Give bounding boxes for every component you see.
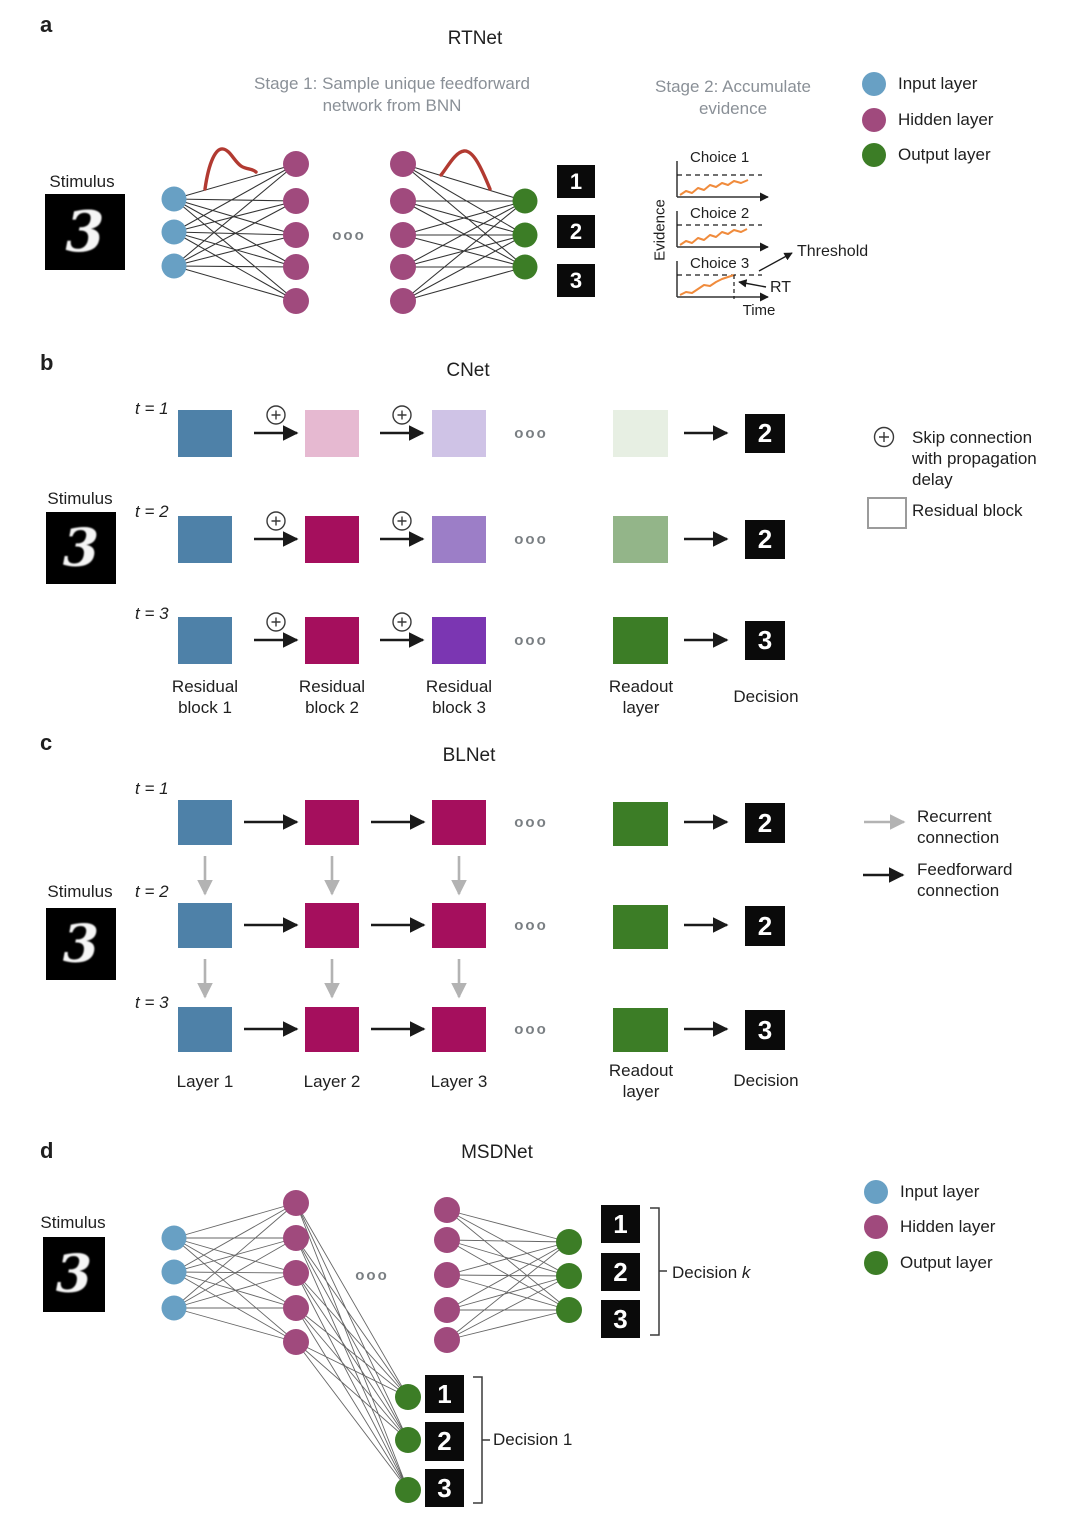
stimulus-label-a: Stimulus <box>49 172 115 191</box>
readout-layer-t3 <box>613 617 668 664</box>
residual-block-2-t3 <box>305 617 359 664</box>
evidence-axis-label: Evidence <box>651 199 669 261</box>
time-axis-label: Time <box>742 302 776 319</box>
readout-layer-t1 <box>613 410 668 457</box>
residual-block-legend-label: Residual block <box>912 501 1023 520</box>
ellipsis-a: ooo <box>332 227 366 244</box>
ellipsis-c2: ooo <box>514 917 548 934</box>
decision-k-bracket <box>650 1208 667 1335</box>
residual-block-1-t3 <box>178 617 232 664</box>
readout-layer-c-t1 <box>613 802 668 846</box>
choice-2-label: Choice 2 <box>690 205 750 222</box>
legend-a-input: Input layer <box>898 74 978 93</box>
layer-1-t3 <box>178 1007 232 1052</box>
stimulus-image-d <box>43 1237 105 1312</box>
threshold-label: Threshold <box>797 243 869 260</box>
stimulus-label-b: Stimulus <box>47 489 113 508</box>
recurrent-legend-line2: connection <box>917 828 1000 847</box>
panel-d-title: MSDNet <box>461 1142 533 1163</box>
layer-2-caption: Layer 2 <box>303 1072 361 1091</box>
skip-connection-legend-line2: with propagation <box>912 449 1037 468</box>
recurrent-legend-line1: Recurrent <box>917 807 992 826</box>
residual-block-1-caption-line1: Residual <box>171 677 239 696</box>
rtnet-hidden-nodes-1 <box>283 151 309 314</box>
msdnet-hidden-nodes-1 <box>283 1190 309 1355</box>
rtnet-hidden-nodes-2 <box>390 151 416 314</box>
hidden-layer-icon <box>862 108 886 132</box>
msdnet-output-nodes-early <box>395 1384 421 1503</box>
stimulus-image-b <box>46 512 116 584</box>
msdnet-output-nodes-final <box>556 1229 582 1323</box>
residual-block-1-caption-line2: block 1 <box>178 698 232 717</box>
choice-1-label: Choice 1 <box>690 149 750 166</box>
decision-box-a1: 1 <box>557 165 595 198</box>
decision-box-d11: 1 <box>425 1375 464 1413</box>
decision-1-caption: Decision 1 <box>493 1430 573 1449</box>
rtnet-input-nodes <box>162 187 187 279</box>
decision-box-a3: 3 <box>557 264 595 297</box>
layer-1-caption: Layer 1 <box>176 1072 234 1091</box>
layer-1-t2 <box>178 903 232 948</box>
stimulus-label-c: Stimulus <box>47 882 113 901</box>
residual-block-3-t2 <box>432 516 486 563</box>
stimulus-digit-c: 3 <box>62 913 100 975</box>
legend-a-hidden: Hidden layer <box>898 110 994 129</box>
rtnet-edges-input-hidden <box>174 164 296 301</box>
readout-layer-caption-c-line1: Readout <box>608 1061 674 1080</box>
decision-k-caption <box>672 1262 750 1283</box>
msdnet-hidden-nodes-2 <box>434 1197 460 1353</box>
feedforward-legend-line2: connection <box>917 881 1000 900</box>
panel-d-label: d <box>40 1138 54 1163</box>
msdnet-edges-hidden2-output <box>447 1210 569 1340</box>
layer-3-t2 <box>432 903 486 948</box>
skip-connection-legend-icon <box>875 428 894 447</box>
stimulus-label-d: Stimulus <box>40 1213 106 1232</box>
decision-box-a2: 2 <box>557 215 595 248</box>
rtnet-edges-hidden-output <box>403 164 525 301</box>
decision-box-b1: 2 <box>745 414 785 453</box>
decision-box-dk1: 1 <box>601 1205 640 1243</box>
stimulus-image-c <box>46 908 116 980</box>
residual-block-3-t1 <box>432 410 486 457</box>
readout-layer-caption-b-line2: layer <box>622 698 660 717</box>
msdnet-input-nodes <box>162 1226 187 1321</box>
ellipsis-b3: ooo <box>514 632 548 649</box>
decision-box-c1: 2 <box>745 803 785 843</box>
ellipsis-d: ooo <box>355 1267 389 1284</box>
stimulus-digit-d: 3 <box>55 1244 93 1305</box>
decision-box-d13: 3 <box>425 1469 464 1507</box>
panel-a-label: a <box>40 12 53 37</box>
decision-box-d12: 2 <box>425 1422 464 1461</box>
ellipsis-b1: ooo <box>514 425 548 442</box>
residual-block-3-t3 <box>432 617 486 664</box>
decision-box-dk3: 3 <box>601 1300 640 1338</box>
layer-1-t1 <box>178 800 232 845</box>
feedforward-legend-line1: Feedforward <box>917 860 1013 879</box>
t1-label-b: t = 1 <box>135 399 169 418</box>
legend-a-output: Output layer <box>898 145 991 164</box>
t3-label-b: t = 3 <box>135 604 169 623</box>
residual-block-2-caption-line2: block 2 <box>305 698 359 717</box>
msdnet-edges-input-hidden1 <box>174 1203 296 1342</box>
panel-c-title: BLNet <box>442 745 496 766</box>
panel-c-label: c <box>40 730 53 755</box>
decision-box-c2: 2 <box>745 906 785 946</box>
evidence-trace-3 <box>680 275 734 295</box>
blnet-legend-arrows <box>863 822 904 875</box>
skip-connection-legend-line1: Skip connection <box>912 428 1033 447</box>
msdnet-edges-hidden1-earlyexit <box>296 1203 408 1490</box>
stage1-caption-line1: Stage 1: Sample unique feedforward <box>254 74 530 93</box>
legend-d-output: Output layer <box>900 1253 993 1272</box>
residual-block-2-t2 <box>305 516 359 563</box>
ellipsis-b2: ooo <box>514 531 548 548</box>
decision-k-prefix: Decision <box>672 1263 742 1282</box>
hidden-layer-icon-d <box>864 1215 888 1239</box>
residual-block-2-caption-line1: Residual <box>298 677 366 696</box>
layer-2-t1 <box>305 800 359 845</box>
decision-1-bracket <box>473 1377 490 1503</box>
stimulus-digit-b: 3 <box>62 517 100 579</box>
decision-box-b2: 2 <box>745 520 785 559</box>
ellipsis-c3: ooo <box>514 1021 548 1038</box>
readout-layer-c-t3 <box>613 1008 668 1052</box>
residual-block-3-caption-line1: Residual <box>425 677 493 696</box>
legend-d-hidden: Hidden layer <box>900 1217 996 1236</box>
residual-block-3-caption-line2: block 3 <box>432 698 486 717</box>
decision-k-var: k <box>741 1263 751 1282</box>
t3-label-c: t = 3 <box>135 993 169 1012</box>
evidence-trace-1 <box>680 180 748 195</box>
input-layer-icon-d <box>864 1180 888 1204</box>
t2-label-b: t = 2 <box>135 502 169 521</box>
output-layer-icon <box>862 143 886 167</box>
t2-label-c: t = 2 <box>135 882 169 901</box>
stimulus-digit-a: 3 <box>65 199 105 265</box>
decision-box-b3: 3 <box>745 621 785 660</box>
readout-layer-t2 <box>613 516 668 563</box>
layer-3-caption: Layer 3 <box>430 1072 488 1091</box>
readout-layer-c-t2 <box>613 905 668 949</box>
input-layer-icon <box>862 72 886 96</box>
legend-d-input: Input layer <box>900 1182 980 1201</box>
rt-pointer-arrow <box>739 282 766 287</box>
panel-a-title: RTNet <box>447 28 503 49</box>
decision-box-c3: 3 <box>745 1010 785 1050</box>
decision-box-dk2: 2 <box>601 1253 640 1291</box>
msdnet-network <box>162 1190 668 1503</box>
output-layer-icon-d <box>864 1251 888 1275</box>
readout-layer-caption-c-line2: layer <box>622 1082 660 1101</box>
stage2-caption-line1: Stage 2: Accumulate <box>655 77 811 96</box>
residual-block-icon <box>867 497 907 529</box>
residual-block-1-t1 <box>178 410 232 457</box>
rtnet-output-nodes <box>513 189 538 280</box>
threshold-pointer-arrow <box>759 253 792 271</box>
stage2-caption-line2: evidence <box>698 99 768 118</box>
layer-2-t3 <box>305 1007 359 1052</box>
stimulus-image-a <box>45 194 125 270</box>
decision-caption-b: Decision <box>733 687 799 706</box>
decision-caption-c: Decision <box>733 1071 799 1090</box>
stage1-caption-line2: network from BNN <box>322 96 462 115</box>
ellipsis-c1: ooo <box>514 814 548 831</box>
residual-block-2-t1 <box>305 410 359 457</box>
layer-3-t3 <box>432 1007 486 1052</box>
panel-b-title: CNet <box>446 360 490 381</box>
skip-connection-legend-line3: delay <box>912 470 953 489</box>
rt-label: RT <box>770 279 792 296</box>
t1-label-c: t = 1 <box>135 779 169 798</box>
layer-3-t1 <box>432 800 486 845</box>
residual-block-1-t2 <box>178 516 232 563</box>
readout-layer-caption-b-line1: Readout <box>608 677 674 696</box>
panel-b-label: b <box>40 350 54 375</box>
evidence-trace-2 <box>680 229 747 245</box>
layer-2-t2 <box>305 903 359 948</box>
choice-3-label: Choice 3 <box>690 255 750 272</box>
